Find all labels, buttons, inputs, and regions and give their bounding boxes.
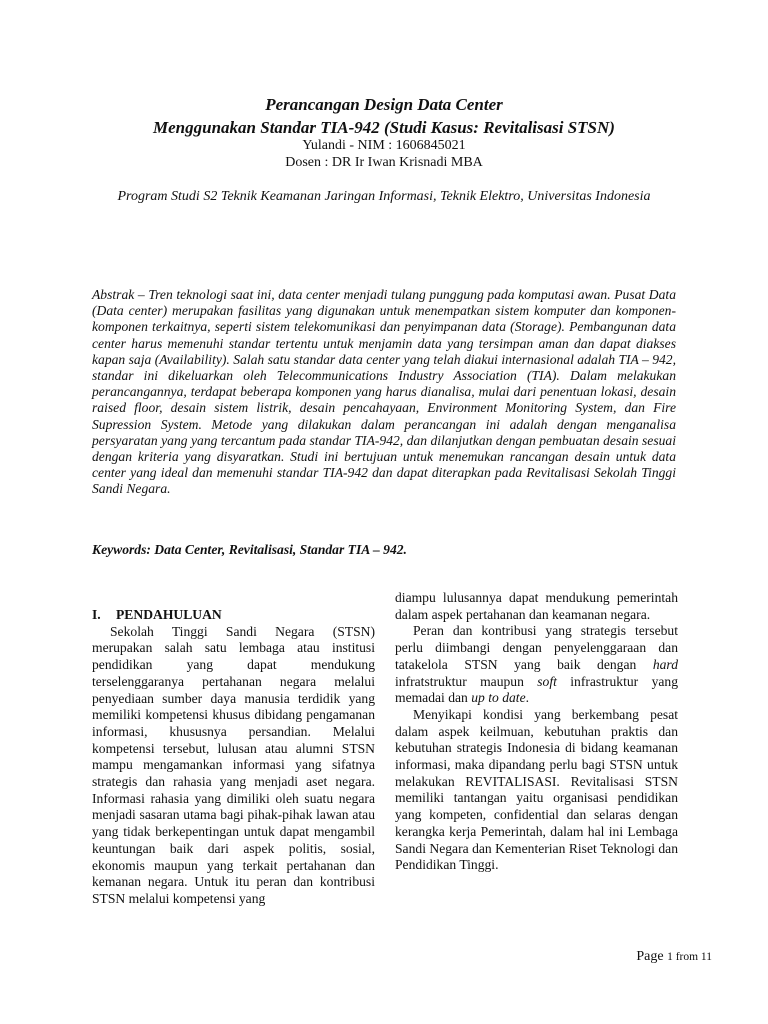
keywords: Keywords: Data Center, Revitalisasi, Standar TIA – 942.: [92, 542, 407, 557]
intro-paragraph-1: Sekolah Tinggi Sandi Negara (STSN) merupakan salah satu lembaga atau institusi pendidikan yang dapat mendukung terselenggaranya pertahanan negara melalui penyediaan sumber daya manusia terdidik yang memiliki kompetensi khusus dibidang pengamanan informasi, khususnya persandian. Melalui kompetensi tersebut, lulusan atau alumni STSN mampu mengamankan informasi yang sifatnya strategis dan rahasia yang menjadi aset negara. Informasi rahasia yang dimiliki oleh suatu negara menjadi sasaran utama bagi pihak-pihak lawan atau yang tidak berkepentingan untuk dapat mengambil keuntungan baik dari aspek politis, sosial, ekonomis maupun yang terkait pertahanan dan kemanan negara. Untuk itu peran dan kontribusi STSN melalui kompetensi yang: [92, 623, 375, 906]
p2-text-a: Peran dan kontribusi yang strategis tersebut perlu diimbangi dengan penyelenggaraan dan tatakelola STSN yang baik dengan: [395, 623, 678, 672]
paper-title-line-1: Perancangan Design Data Center: [265, 95, 503, 114]
p2-text-c: infrastruktur yang memadai dan: [395, 673, 678, 706]
p2-hard-term: hard: [652, 656, 678, 672]
section-heading: [92, 607, 375, 624]
p2-soft-term: soft: [537, 673, 557, 689]
p2-text-b: infratstruktur maupun: [395, 673, 538, 689]
p2-up-to-date-term: up to date: [471, 690, 526, 706]
intro-paragraph-continued: diampu lulusannya dapat mendukung pemerintah dalam aspek pertahanan dan keamanan negara.: [395, 590, 678, 622]
right-column: [395, 590, 678, 874]
abstract-text: Abstrak – Tren teknologi saat ini, data center menjadi tulang punggung pada komputasi awan. Pusat Data (Data center) merupakan fasilitas yang digunakan untuk menempatkan sistem komputer dan komponen-komponen terkaitnya, seperti sistem telekomunikasi dan penyimpanan data (Storage). Pembangunan data center harus memenuhi standar tertentu untuk menjamin data yang tersimpan aman dan dapat diakses kapan saja (Availability). Salah satu standar data center yang telah diakui internasional adalah TIA – 942, standar ini dikeluarkan oleh Telecommunications Industry Association (TIA). Dalam melakukan perancangannya, terdapat beberapa komponen yang harus dianalisa, mulai dari penentuan lokasi, desain raised floor, desain sistem listrik, desain pencahayaan, Environment Monitoring System, dan Fire Supression System. Metode yang dilakukan dalam perancangan ini adalah dengan menganalisa persyaratan yang yang tercantum pada standar TIA-942, dan dilanjutkan dengan pembuatan desain sesuai dengan kriteria yang disyaratkan. Studi ini bertujuan untuk menemukan rancangan desain untuk data center yang ideal dan memenuhi standar TIA-942 dan dapat diterapkan pada Revitalisasi Sekolah Tinggi Sandi Negara.: [92, 287, 676, 497]
intro-paragraph-2: [395, 623, 678, 707]
author-line: Yulandi - NIM : 1606845021: [302, 138, 466, 153]
page-footer: [636, 948, 712, 966]
advisor-line: Dosen : DR Ir Iwan Krisnadi MBA: [285, 155, 483, 170]
section-number: I.: [92, 607, 101, 622]
page-number: 1 from 11: [667, 951, 712, 963]
paper-title-line-2: Menggunakan Standar TIA-942 (Studi Kasus: Revitalisasi STSN): [153, 118, 615, 137]
section-title: PENDAHULUAN: [116, 607, 222, 622]
left-column: [92, 607, 375, 908]
page-label: Page: [636, 949, 664, 964]
p2-text-d: .: [525, 690, 530, 706]
affiliation: Program Studi S2 Teknik Keamanan Jaringan Informasi, Teknik Elektro, Universitas Indonesia: [117, 189, 651, 204]
intro-paragraph-3: Menyikapi kondisi yang berkembang pesat dalam aspek keilmuan, kebutuhan praktis dan kebutuhan strategis Indonesia di bidang keamanan informasi, maka dipandang perlu bagi STSN untuk melakukan REVITALISASI. Revitalisasi STSN memiliki tantangan yaitu organisasi pendidikan yang kompeten, confidential dan selaras dengan kerangka kerja Pemerintah, dalam hal ini Lembaga Sandi Negara dan Kementerian Riset Teknologi dan Pendidikan Tinggi.: [395, 706, 678, 873]
